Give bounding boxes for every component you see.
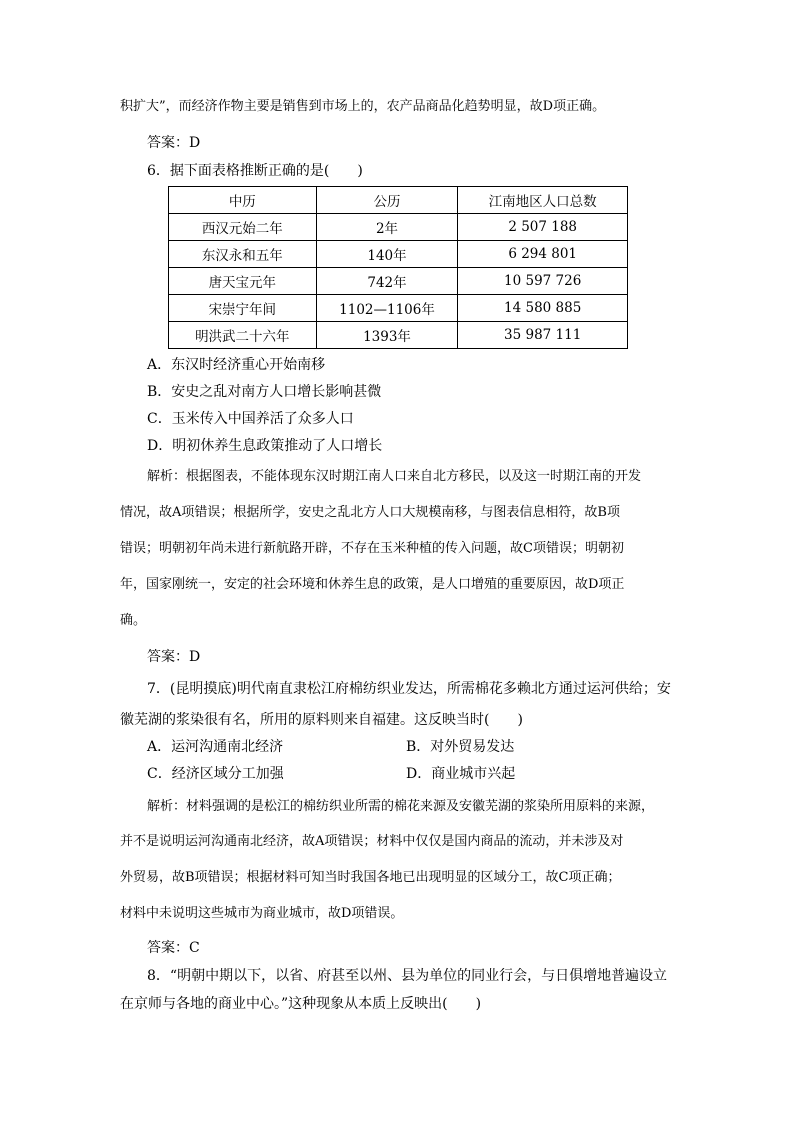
q5-answer: 答案：D bbox=[147, 135, 201, 151]
q6-explanation-line: 解析：根据图表，不能体现东汉时期江南人口来自北方移民，以及这一时期江南的开发 bbox=[147, 469, 642, 484]
q6-option-d: D．明初休养生息政策推动了人口增长 bbox=[147, 438, 383, 454]
q6-option-b: B．安史之乱对南方人口增长影响甚微 bbox=[147, 384, 382, 400]
q5-explanation-tail: 积扩大”，而经济作物主要是销售到市场上的，农产品商品化趋势明显，故D项正确。 bbox=[120, 99, 606, 114]
q6-option-a: A．东汉时经济重心开始南移 bbox=[147, 357, 326, 373]
table-row bbox=[169, 295, 628, 322]
q7-option-a: A．运河沟通南北经济 bbox=[147, 739, 284, 755]
table-cell: 140年 bbox=[316, 241, 458, 268]
table-header-cell: 江南地区人口总数 bbox=[458, 187, 628, 214]
table-cell: 2 507 188 bbox=[458, 214, 628, 241]
table-cell: 35 987 111 bbox=[458, 322, 628, 349]
table-cell: 唐天宝元年 bbox=[169, 268, 317, 295]
q6-option-c: C．玉米传入中国养活了众多人口 bbox=[147, 411, 354, 427]
table-cell: 14 580 885 bbox=[458, 295, 628, 322]
q7-option-d: D．商业城市兴起 bbox=[406, 766, 516, 782]
q8-stem-line: 在京师与各地的商业中心。”这种现象从本质上反映出( ) bbox=[120, 996, 482, 1012]
table-header-cell: 公历 bbox=[316, 187, 458, 214]
table-row bbox=[169, 214, 628, 241]
q7-explanation-line: 解析：材料强调的是松江的棉纺织业所需的棉花来源及安徽芜湖的浆染所用原料的来源， bbox=[147, 799, 655, 814]
table-row bbox=[169, 268, 628, 295]
q7-option-c: C．经济区域分工加强 bbox=[147, 766, 284, 782]
q8-stem-line: 8．“明朝中期以下，以省、府甚至以州、县为单位的同业行会，与日俱增地普遍设立 bbox=[147, 968, 668, 984]
table-header-cell: 中历 bbox=[169, 187, 317, 214]
table-row bbox=[169, 241, 628, 268]
table-cell: 东汉永和五年 bbox=[169, 241, 317, 268]
q6-explanation-line: 错误；明朝初年尚未进行新航路开辟，不存在玉米种植的传入问题，故C项错误；明朝初 bbox=[120, 541, 624, 556]
table-cell: 1102—1106年 bbox=[316, 295, 458, 322]
q7-explanation-line: 外贸易，故B项错误；根据材料可知当时我国各地已出现明显的区域分工，故C项正确； bbox=[120, 870, 621, 885]
table-cell: 西汉元始二年 bbox=[169, 214, 317, 241]
table-cell: 2年 bbox=[316, 214, 458, 241]
table-header-row bbox=[169, 187, 628, 214]
q7-stem-line: 7．(昆明摸底)明代南直隶松江府棉纺织业发达，所需棉花多赖北方通过运河供给；安 bbox=[147, 681, 671, 697]
q6-stem: 6．据下面表格推断正确的是( ) bbox=[147, 163, 363, 179]
q7-option-b: B．对外贸易发达 bbox=[406, 739, 515, 755]
q6-explanation-line: 情况，故A项错误；根据所学，安史之乱北方人口大规模南移，与图表信息相符，故B项 bbox=[120, 505, 620, 520]
table-cell: 6 294 801 bbox=[458, 241, 628, 268]
q7-stem-line: 徽芜湖的浆染很有名，所用的原料则来自福建。这反映当时( ) bbox=[120, 712, 523, 728]
table-cell: 1393年 bbox=[316, 322, 458, 349]
q7-explanation-line: 并不是说明运河沟通南北经济，故A项错误；材料中仅仅是国内商品的流动，并未涉及对 bbox=[120, 834, 624, 849]
table-cell: 742年 bbox=[316, 268, 458, 295]
table-cell: 宋崇宁年间 bbox=[169, 295, 317, 322]
q6-explanation-line: 确。 bbox=[120, 613, 147, 628]
q7-explanation-line: 材料中未说明这些城市为商业城市，故D项错误。 bbox=[120, 906, 404, 921]
q6-explanation-line: 年，国家刚统一，安定的社会环境和休养生息的政策，是人口增殖的重要原因，故D项正 bbox=[120, 577, 625, 592]
q7-answer: 答案：C bbox=[147, 940, 200, 956]
population-table bbox=[168, 186, 628, 349]
q6-answer: 答案：D bbox=[147, 649, 201, 665]
table-cell: 10 597 726 bbox=[458, 268, 628, 295]
table-cell: 明洪武二十六年 bbox=[169, 322, 317, 349]
table-row bbox=[169, 322, 628, 349]
